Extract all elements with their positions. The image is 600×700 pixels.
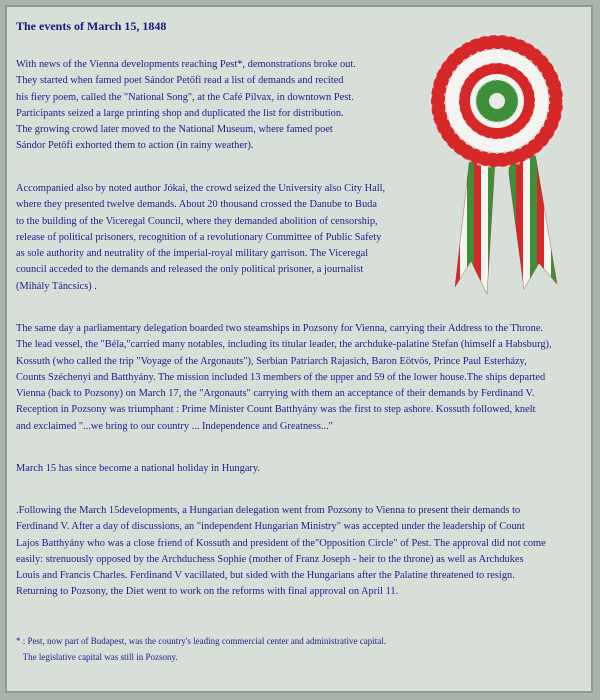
text-line: Louis and Francis Charles. Ferdinand V vacillated, but sided with the Hungarians after the Palatine threatened to resign. (16, 570, 515, 582)
footnote-line: * : Pest, now part of Budapest, was the country's leading commercial center and administrative capital. (16, 636, 387, 646)
text-line: The growing crowd later moved to the National Museum, where famed poet (16, 124, 333, 136)
text-line: where they presented twelve demands. About 20 thousand crossed the Danube to Buda (16, 199, 377, 211)
paragraph-buda-demands (16, 181, 385, 295)
footnote (16, 633, 386, 665)
text-line: Lajos Batthyány who was a close friend of Kossuth and president of the"Opposition Circle" of Pest. The approval did not come (16, 537, 546, 549)
text-line: Accompanied also by noted author Jókai, the crowd seized the University also City Hall, (16, 183, 386, 194)
paragraph-pest-demonstrations (16, 57, 356, 155)
text-line: Participants seized a large printing shop and duplicated the list for distribution. (16, 107, 344, 119)
text-line: .Following the March 15developments, a Hungarian delegation went from Pozsony to Vienna to present their demands to (16, 505, 521, 516)
text-line: Reception in Pozsony was triumphant : Prime Minister Count Batthyány was the first to step ashore. Kossuth followed, knelt (16, 404, 536, 416)
text-line: as sole authority and neutrality of the imperial-royal military garrison. The Viceregal (16, 248, 369, 260)
text-line: his fiery poem, called the "National Song", at the Café Pilvax, in downtown Pest. (16, 91, 354, 103)
text-line: easily: strenuously opposed by the Archduchess Sophie (mother of Franz Joseph - heir to the throne) as well as Archdukes (16, 553, 524, 565)
page-title: The events of March 15, 1848 (16, 19, 167, 33)
text-line: and exclaimed "...we bring to our country ... Independence and Greatness..." (16, 420, 333, 432)
text-line: Sándor Petőfi exhorted them to action (in rainy weather). (16, 140, 254, 152)
paragraph-hungarian-ministry (16, 503, 546, 601)
rosette (431, 35, 563, 167)
text-line: The lead vessel, the "Béla,"carried many notables, including its titular leader, the archduke-palatine Stefan (himself a Habsburg), (16, 339, 552, 351)
text-line: Counts Széchenyi and Batthyány. The mission included 13 members of the upper and 59 of the lower house.The ships departed (16, 371, 546, 383)
text-line: They started when famed poet Sándor Petőfi read a list of demands and recited (16, 75, 344, 87)
footnote-line: The legislative capital was still in Pozsony. (16, 652, 178, 662)
text-line: March 15 has since become a national holiday in Hungary. (16, 463, 261, 474)
text-line: to the building of the Viceregal Council, where they demanded abolition of censorship, (16, 215, 378, 227)
text-line: Vienna (back to Pozsony) on March 17, the "Argonauts" carrying with them an acceptance of their demands by Ferdinand V. (16, 388, 535, 400)
text-line: The same day a parliamentary delegation boarded two steamships in Pozsony for Vienna, carrying their Address to the Throne. (16, 323, 544, 334)
text-line: (Mihály Táncsics) . (16, 280, 97, 292)
text-line: release of political prisoners, recognition of a revolutionary Committee of Public Safety (16, 231, 382, 243)
text-line: Ferdinand V. After a day of discussions, an "independent Hungarian Ministry" was accepted under the leadership of Count (16, 521, 525, 533)
paragraph-parliamentary-delegation (16, 321, 552, 435)
text-line: Kossuth (who called the trip "Voyage of the Argonauts"), Serbian Patriarch Rajasich, Baron Eötvös, Prince Paul Esterházy, (16, 355, 527, 367)
hungarian-cockade-icon (411, 29, 581, 307)
text-line: With news of the Vienna developments reaching Pest*, demonstrations broke out. (16, 59, 356, 70)
text-line: council acceded to the demands and released the only political prisoner, a journalist (16, 264, 364, 276)
page-panel (5, 5, 593, 693)
paragraph-national-holiday (16, 461, 260, 477)
text-line: Returning to Pozsony, the Diet went to work on the reforms with final approval on April 11. (16, 586, 399, 598)
